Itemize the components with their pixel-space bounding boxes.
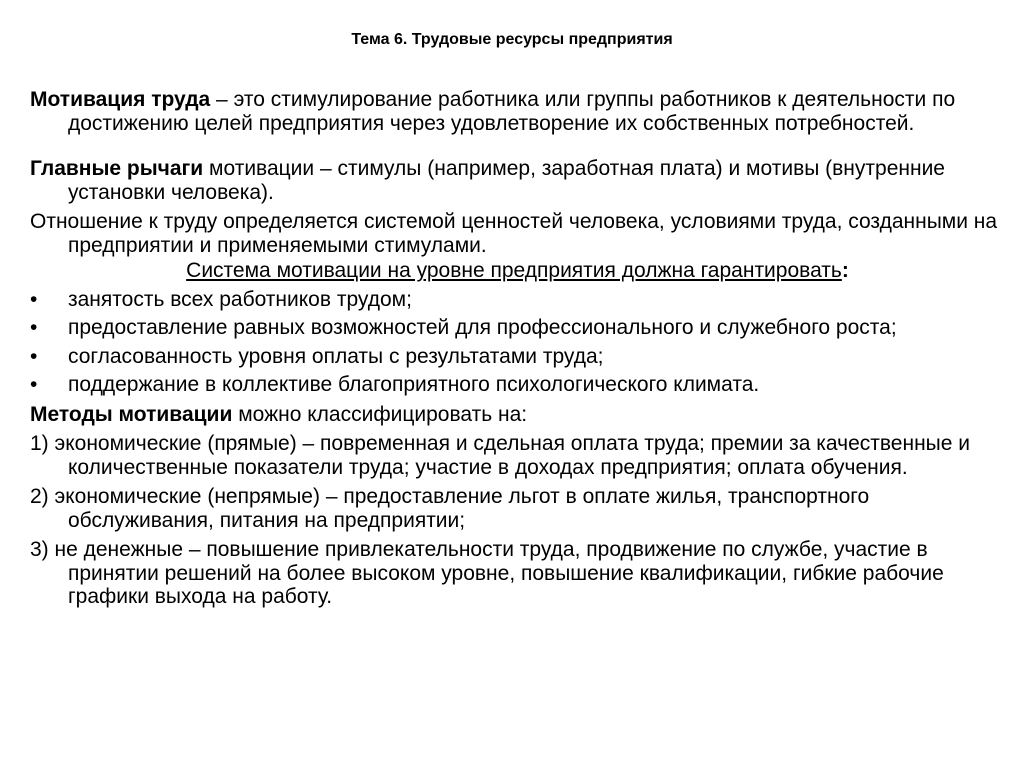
slide-title: Тема 6. Трудовые ресурсы предприятия [351,31,673,48]
list-item-text: предоставление равных возможностей для профессионального и служебного роста; [68,316,897,339]
main-levers-text: мотивации – стимулы (например, заработная плата) и мотивы (внутренние установки человека). [68,157,945,204]
term-main-levers: Главные рычаги [30,157,204,180]
system-guarantee-colon: : [841,259,849,282]
paragraph-main-levers [30,157,1005,204]
list-item [30,288,1005,312]
methods-text: можно классифицировать на: [232,402,528,426]
paragraph-attitude: Отношение к труду определяется системой ценностей человека, условиями труда, созданными на предприятии и применяемыми стимулами. [30,210,998,257]
system-guarantee-text: Система мотивации на уровне предприятия должна гарантировать [186,259,842,282]
paragraph-methods [30,403,1005,427]
paragraph-motivation-definition [30,88,1005,135]
system-guarantee-heading [30,259,1005,283]
term-methods: Методы мотивации [30,402,233,426]
method-item-non-monetary: 3) не денежные – повышение привлекательности труда, продвижение по службе, участие в принятии решений на более высоком уровне, повышение квалификации, гибкие рабочие графики выхода на работу. [30,538,944,608]
list-item-text: поддержание в коллективе благоприятного психологического климата. [68,373,760,396]
method-item-economic-indirect: 2) экономические (непрямые) – предоставление льгот в оплате жилья, транспортного обслуживания, питания на предприятии; [30,485,870,532]
slide-content [30,88,1005,609]
guarantee-list [30,288,1005,397]
bullet-icon: • [30,373,38,396]
list-item-text: согласованность уровня оплаты с результатами труда; [68,344,604,368]
term-motivation: Мотивация труда [30,88,211,111]
list-item-text: занятость всех работников трудом; [68,287,412,311]
bullet-icon: • [30,316,38,339]
list-item [30,373,1005,397]
list-item [30,316,1005,340]
motivation-definition-text: – это стимулирование работника или группы работников к деятельности по достижению целей предприятия через удовлетворение их собственных потребностей. [68,88,956,135]
list-item [30,345,1005,369]
bullet-icon: • [30,287,38,311]
method-item-economic-direct: 1) экономические (прямые) – повременная и сдельная оплата труда; премии за качественные и количественные показатели труда; участие в доходах предприятия; оплата обучения. [30,432,971,479]
bullet-icon: • [30,344,38,368]
